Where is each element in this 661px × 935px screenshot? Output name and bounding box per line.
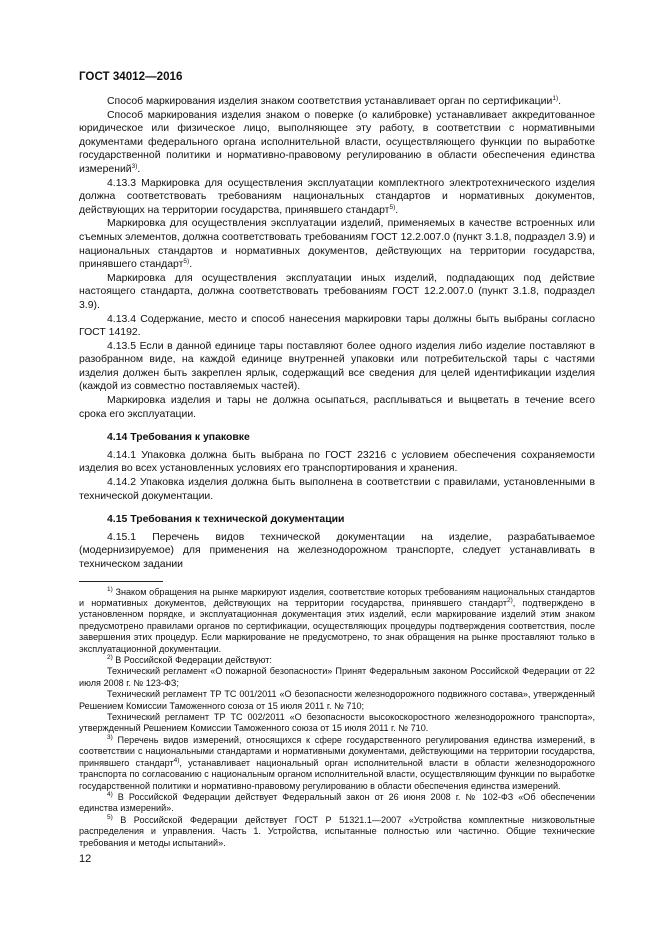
paragraph: Способ маркирования изделия знаком соответствия устанавливает орган по сертификации$^{1)}$. <box>107 95 562 107</box>
section-heading: 4.15 Требования к технической документации <box>107 514 345 526</box>
paragraph: Маркировка для осуществления эксплуатации изделий, применяемых в качестве встроенных или съемных элементов, должна соответствовать требованиям ГОСТ 12.2.007.0 (пункт 3.1.8, подраздел 3.9) и национальных стандартов и нормативных документов, действующих на территории государства, принявшего стандарт$^{5)}$. <box>79 218 595 271</box>
footnote: $^{2)}$ В Российской Федерации действуют: <box>107 654 272 666</box>
document-header: ГОСТ 34012—2016 <box>79 70 183 83</box>
paragraph: Маркировка изделия и тары не должна осыпаться, расплываться и выцветать в течение всего срока его эксплуатации. <box>79 395 595 420</box>
paragraph: 4.13.4 Содержание, место и способ нанесения маркировки тары должны быть выбраны согласно ГОСТ 14192. <box>79 313 595 339</box>
footnote: $^{1)}$ Знаком обращения на рынке маркируют изделия, соответствие которых требованиям национальных стандартов и нормативных документов, действующих на территории государства, принявшего стандарт$^{2)}$, подтверждено в установленном порядке, и эксплуатационная документация этих изделий, если маркирование изделий этим знаком предусмотрено правилами органов по сертификации, осуществляющих процедуры подтверждения соответствия, после завершения этих процедур. Если маркирование не предусмотрено, то знак обращения на рынке проставляют только в эксплуатационной документации. <box>79 585 595 654</box>
footnote: $^{3)}$ Перечень видов измерений, относящихся к сфере государственного регулирования единства измерений, в соответствии с национальными стандартами и нормативными документами, действующими на территории государства, принявшего стандарт$^{4)}$, устанавливает национальный орган исполнительной власти в области железнодорожного транспорта по согласованию с национальным органом исполнительной власти, осуществляющим функции по выработке государственной политики и нормативно-правовому регулированию в области обеспечения единства измерений. <box>79 733 595 791</box>
section-heading: 4.14 Требования к упаковке <box>107 432 250 444</box>
footnote-item: Технический регламент ТР ТС 001/2011 «О безопасности железнодорожного подвижного состава», утвержденный Решением Комиссии Таможенного союза от 15 июля 2011 г. № 710; <box>79 689 595 711</box>
page-body <box>79 95 595 849</box>
footnote-item: Технический регламент ТР ТС 002/2011 «О безопасности высокоскоростного железнодорожного транспорта», утвержденный Решением Комиссии Таможенного союза от 15 июля 2011 г. № 710. <box>79 712 595 734</box>
page-number: 12 <box>79 853 92 865</box>
paragraph: 4.13.5 Если в данной единице тары поставляют более одного изделия либо изделие поставляют в разобранном виде, на каждой единице внутренней упаковки или потребительской тары с частями изделия должен быть закреплен ярлык, содержащий все сведения для целей идентификации изделия (каждой из совместно поставляемых частей). <box>79 340 595 393</box>
footnote: $^{5)}$ В Российской Федерации действует ГОСТ Р 51321.1—2007 «Устройства комплектные низковольтные распределения и управления. Часть 1. Устройства, испытанные полностью или частично. Общие технические требования и методы испытаний». <box>79 813 595 848</box>
paragraph: Способ маркирования изделия знаком о поверке (о калибровке) устанавливает аккредитованное юридическое или физическое лицо, выполняющее эту работу, в соответствии с нормативными документами федерального органа исполнительной власти, осуществляющего функции по выработке государственной политики и нормативно-правовому регулированию в области обеспечения единства измерений$^{3)}$. <box>79 109 595 175</box>
paragraph: Маркировка для осуществления эксплуатации иных изделий, подпадающих под действие настоящего стандарта, должна соответствовать требованиям ГОСТ 12.2.007.0 (пункт 3.1.8, подраздел 3.9). <box>79 272 595 311</box>
footnote: $^{4)}$ В Российской Федерации действует Федеральный закон от 26 июня 2008 г. № 102-ФЗ «Об обеспечении единства измерений». <box>79 790 595 814</box>
footnote-item: Технический регламент «О пожарной безопасности» Принят Федеральным законом Российской Федерации от 22 июля 2008 г. № 123-ФЗ; <box>79 666 595 688</box>
footnote-divider <box>79 581 163 582</box>
paragraph: 4.14.1 Упаковка должна быть выбрана по ГОСТ 23216 с условием обеспечения сохраняемости изделия во всех установленных условиях его транспортирования и хранения. <box>79 449 595 475</box>
paragraph: 4.14.2 Упаковка изделия должна быть выполнена в соответствии с правилами, установленными в технической документации. <box>79 477 595 502</box>
paragraph: 4.15.1 Перечень видов технической документации на изделие, разрабатываемое (модернизируемое) для применения на железнодорожном транспорте, следует устанавливать в техническом задании <box>79 531 595 570</box>
paragraph: 4.13.3 Маркировка для осуществления эксплуатации комплектного электротехнического изделия должна соответствовать требованиям национальных стандартов и нормативных документов, действующих на территории государства, принявшего стандарт$^{5)}$. <box>79 177 595 216</box>
